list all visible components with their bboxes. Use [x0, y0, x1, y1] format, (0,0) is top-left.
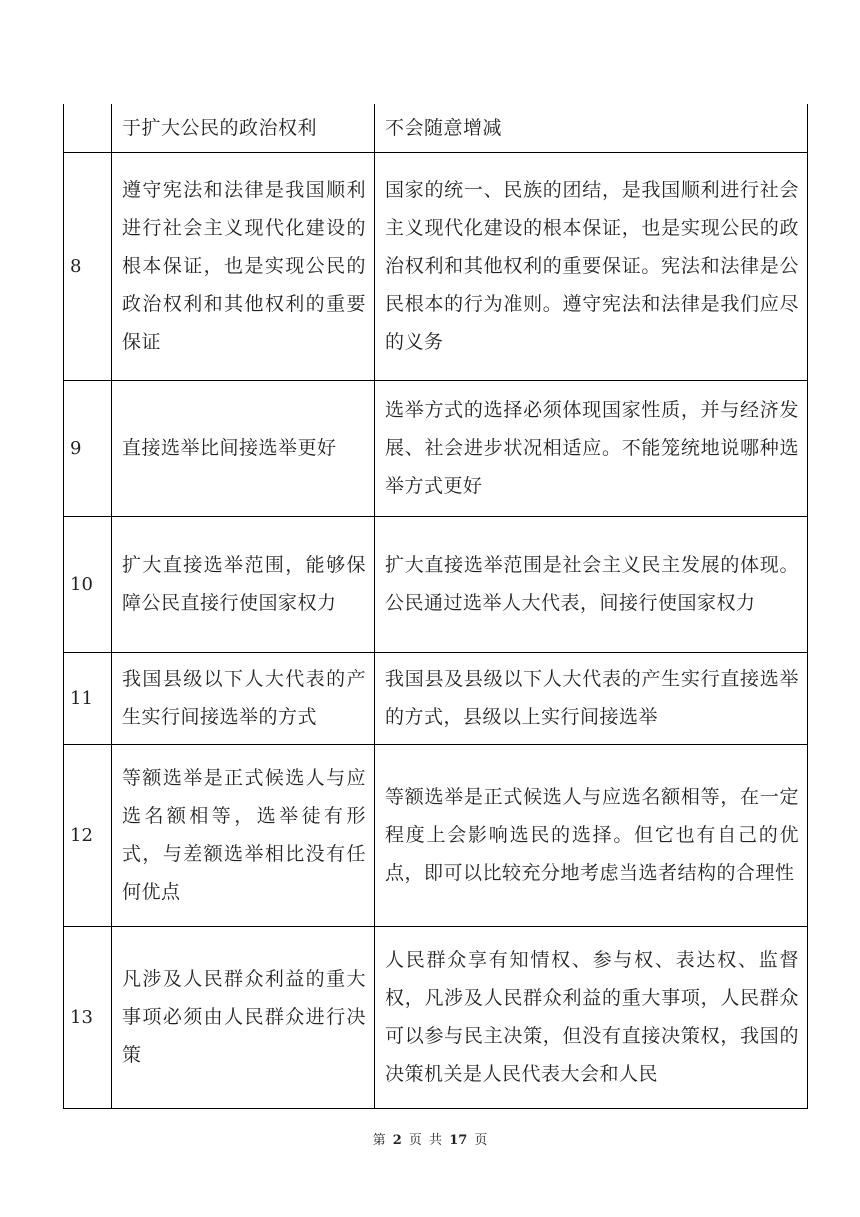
table-row [64, 744, 808, 926]
statement-text: 我国县级以下人大代表的产生实行间接选举的方式 [122, 668, 366, 728]
footer-page-number: 2 [392, 1133, 402, 1148]
explanation-cell [375, 104, 808, 152]
explanation-text: 国家的统一、民族的团结，是我国顺利进行社会主义现代化建设的根本保证，也是实现公民的政治权利和其他权利的重要保证。宪法和法律是公民根本的行为准则。遵守宪法和法律是我们应尽的义务 [385, 179, 799, 353]
explanation-cell [375, 516, 808, 652]
statement-text: 于扩大公民的政治权利 [122, 116, 318, 139]
statement-text: 直接选举比间接选举更好 [122, 437, 337, 459]
explanation-cell [375, 744, 808, 926]
statement-text: 凡涉及人民群众利益的重大事项必须由人民群众进行决策 [122, 968, 366, 1066]
row-number: 13 [64, 926, 112, 1108]
statement-cell [112, 516, 375, 652]
content-table [63, 104, 808, 1109]
table-row [64, 926, 808, 1108]
table-row [64, 104, 808, 152]
footer-prefix: 第 [372, 1133, 386, 1148]
statement-cell [112, 652, 375, 744]
explanation-text: 等额选举是正式候选人与应选名额相等，在一定程度上会影响选民的选择。但它也有自己的优点，即可以比较充分地考虑当选者结构的合理性 [385, 786, 799, 884]
table-row [64, 152, 808, 380]
table-row [64, 516, 808, 652]
row-number: 8 [64, 152, 112, 380]
statement-cell [112, 380, 375, 516]
statement-cell [112, 104, 375, 152]
explanation-text: 选举方式的选择必须体现国家性质，并与经济发展、社会进步状况相适应。不能笼统地说哪种选举方式更好 [385, 399, 799, 497]
statement-cell [112, 926, 375, 1108]
footer-total-pages: 17 [449, 1133, 468, 1148]
footer-suffix: 页 [474, 1133, 488, 1148]
row-number: 12 [64, 744, 112, 926]
explanation-cell [375, 380, 808, 516]
statement-cell [112, 744, 375, 926]
table-row [64, 380, 808, 516]
statement-cell [112, 152, 375, 380]
statement-text: 等额选举是正式候选人与应选名额相等，选举徒有形式，与差额选举相比没有任何优点 [122, 767, 366, 903]
row-number: 10 [64, 516, 112, 652]
explanation-text: 我国县及县级以下人大代表的产生实行直接选举的方式，县级以上实行间接选举 [385, 668, 799, 728]
explanation-text: 扩大直接选举范围是社会主义民主发展的体现。公民通过选举人大代表，间接行使国家权力 [385, 554, 799, 614]
row-number: 11 [64, 652, 112, 744]
table-row [64, 652, 808, 744]
explanation-text: 人民群众享有知情权、参与权、表达权、监督权，凡涉及人民群众利益的重大事项，人民群众可以参与民主决策，但没有直接决策权，我国的决策机关是人民代表大会和人民 [385, 949, 799, 1085]
explanation-cell [375, 652, 808, 744]
explanation-cell [375, 926, 808, 1108]
statement-text: 遵守宪法和法律是我国顺利进行社会主义现代化建设的根本保证，也是实现公民的政治权利和其他权利的重要保证 [122, 179, 366, 353]
footer-middle: 页 共 [408, 1133, 443, 1148]
row-number [64, 104, 112, 152]
explanation-cell [375, 152, 808, 380]
statement-text: 扩大直接选举范围，能够保障公民直接行使国家权力 [122, 554, 366, 614]
explanation-text: 不会随意增减 [385, 116, 503, 139]
row-number: 9 [64, 380, 112, 516]
page-footer [0, 1129, 860, 1148]
